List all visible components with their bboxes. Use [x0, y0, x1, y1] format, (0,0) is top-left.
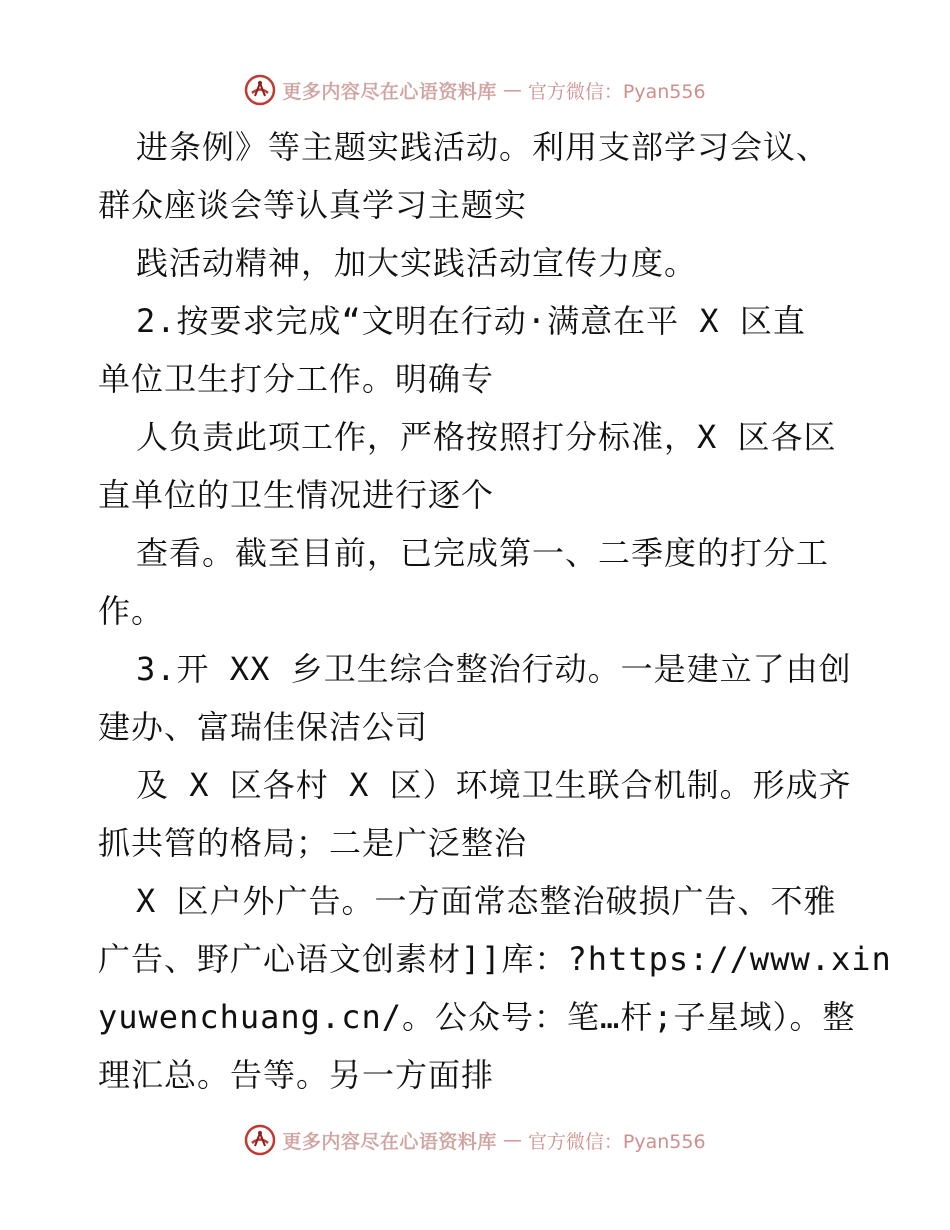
- text-line: 建办、富瑞佳保洁公司: [98, 708, 429, 746]
- text-line: 广告、野广心语文创素材]]库：?https://www.xin: [98, 940, 892, 978]
- text-line: yuwenchuang.cn/。公众号：笔…杆;子星域）。整: [98, 998, 856, 1036]
- text-line: X 区户外广告。一方面常态整治破损广告、不雅: [136, 882, 837, 920]
- text-line: 及 X 区各村 X 区）环境卫生联合机制。形成齐: [136, 766, 852, 804]
- text-line: 抓共管的格局；二是广泛整治: [98, 824, 528, 862]
- text-line: 单位卫生打分工作。明确专: [98, 360, 495, 398]
- watermark-banner: [244, 1124, 705, 1156]
- text-line: 进条例》等主题实践活动。利用支部学习会议、: [136, 128, 830, 166]
- text-line: 践活动精神，加大实践活动宣传力度。: [136, 244, 698, 282]
- document-body: [98, 118, 892, 1104]
- banner-dash: —: [502, 1129, 522, 1151]
- page-header-banner: [0, 70, 950, 110]
- banner-dash: —: [502, 79, 522, 101]
- banner-text: 更多内容尽在心语资料库: [282, 80, 497, 103]
- banner-contact: 官方微信：Pyan556: [527, 80, 706, 103]
- page-footer-banner: [0, 1120, 950, 1160]
- text-line: 理汇总。告等。另一方面排: [98, 1056, 495, 1094]
- text-line: 群众座谈会等认真学习主题实: [98, 186, 528, 224]
- text-line: 2.按要求完成“文明在行动·满意在平 X 区直: [136, 302, 806, 340]
- text-line: 直单位的卫生情况进行逐个: [98, 476, 495, 514]
- text-line: 查看。截至目前，已完成第一、二季度的打分工: [136, 534, 830, 572]
- text-line: 3.开 XX 乡卫生综合整治行动。一是建立了由创: [136, 650, 852, 688]
- text-line: 人负责此项工作，严格按照打分标准，X 区各区: [136, 418, 837, 456]
- text-line: 作。: [98, 592, 165, 630]
- banner-text: 更多内容尽在心语资料库: [282, 1130, 497, 1153]
- book-logo-icon: [244, 74, 276, 106]
- book-logo-icon: [244, 1124, 276, 1156]
- banner-contact: 官方微信：Pyan556: [527, 1130, 706, 1153]
- watermark-banner: [244, 74, 705, 106]
